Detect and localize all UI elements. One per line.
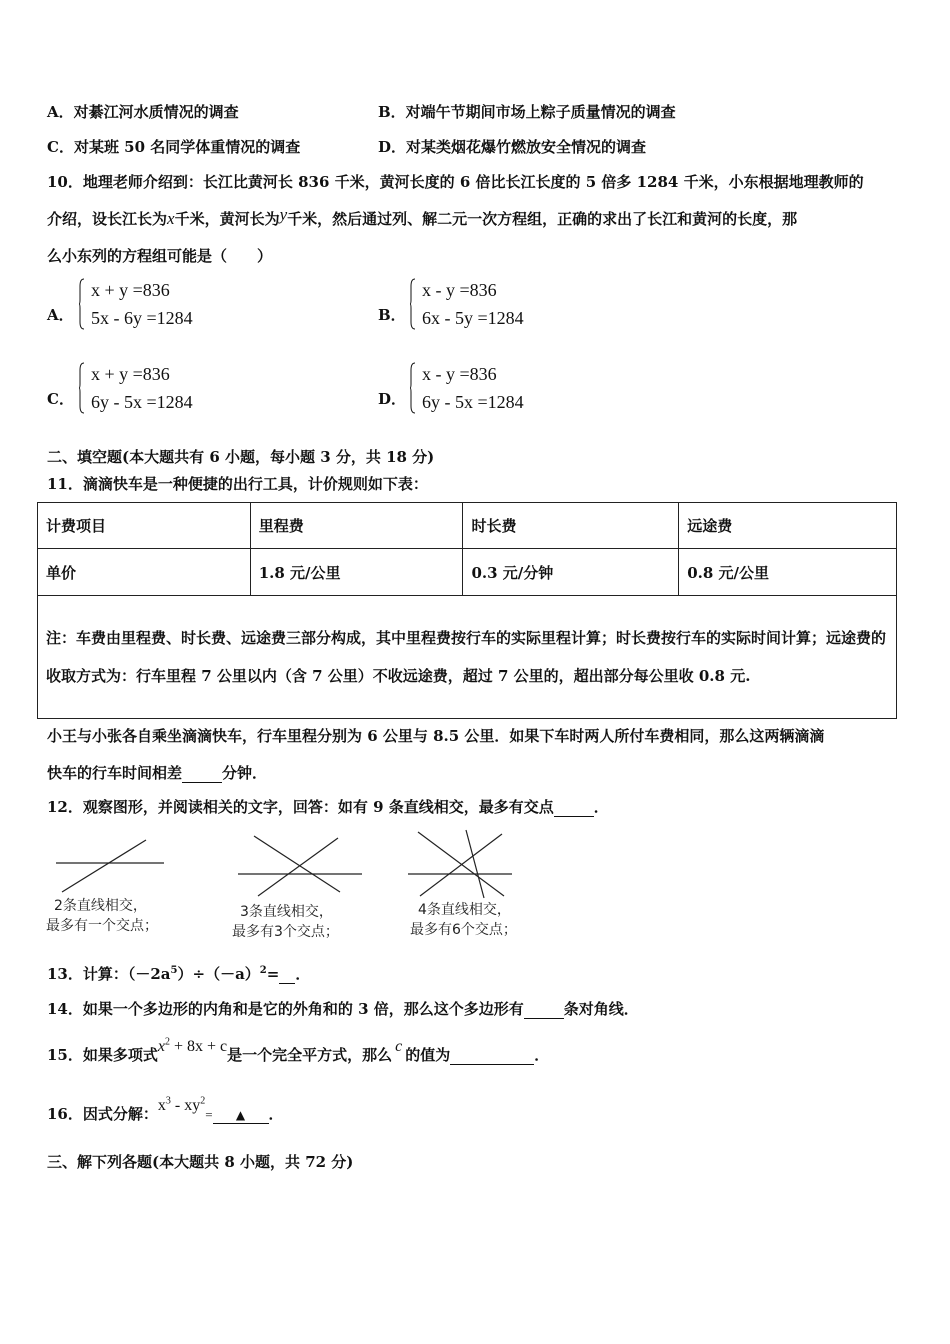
fee-table [37, 502, 897, 719]
table-header-cell: 里程费 [250, 503, 463, 549]
table-row [38, 549, 897, 596]
brace-icon [79, 362, 85, 414]
triangle-icon: ▲ [235, 1108, 246, 1122]
table-header-cell: 远途费 [679, 503, 897, 549]
q10-option-d-eq2: 6y - 5x =1284 [422, 392, 524, 412]
answer-blank [213, 1105, 269, 1124]
q10-line2: 介绍，设长江长为x千米，黄河长为y千米，然后通过列、解二元一次方程组，正确的求出了长江和黄河的长度，那 [47, 205, 798, 228]
table-cell: 0.8 元/公里 [679, 549, 897, 596]
figure-caption-2: 3条直线相交， 最多有3个交点； [232, 904, 339, 940]
q9-option-d: D．对某类烟花爆竹燃放安全情况的调查 [378, 138, 647, 156]
q9-option-b: B．对端午节期间市场上粽子质量情况的调查 [378, 103, 676, 121]
q10-option-c-eq1: x + y =836 [91, 364, 170, 384]
figure-caption-1: 2条直线相交， 最多有一个交点； [46, 898, 158, 934]
q13-text: 13．计算：$(-2a^5)\div(-a)^2=$ ． [47, 965, 311, 983]
q9-option-a: A．对綦江河水质情况的调查 [47, 103, 239, 121]
q9-option-c: C．对某班 50 名同学体重情况的调查 [47, 138, 301, 156]
q10-option-b-system [410, 276, 524, 332]
answer-blank [450, 1046, 534, 1065]
table-header-row [38, 503, 897, 549]
table-header-cell: 计费项目 [38, 503, 251, 549]
brace-icon [79, 278, 85, 330]
q10-line1: 10．地理老师介绍到：长江比黄河长 836 千米，黄河长度的 6 倍比长江长度的 5 倍多 1284 千米，小东根据地理教师的 [47, 173, 864, 191]
four-lines-figure [406, 828, 516, 900]
q16-text: 16．因式分解：$x^3 - xy^2=$ ▲ ． [47, 1095, 284, 1123]
q10-option-d-label: D． [378, 390, 407, 408]
brace-icon [410, 362, 416, 414]
table-note-row [38, 596, 897, 719]
answer-blank [524, 1000, 564, 1019]
q10-option-c-system [79, 360, 193, 416]
q11-intro: 11．滴滴快车是一种便捷的出行工具，计价规则如下表： [47, 475, 428, 493]
answer-blank [279, 965, 295, 984]
figure-caption-3: 4条直线相交， 最多有6个交点； [410, 902, 517, 938]
q10-option-a-eq2: 5x - 6y =1284 [91, 308, 193, 328]
q12-text: 12．观察图形，并阅读相关的文字，回答：如有 9 条直线相交，最多有交点 ． [47, 798, 609, 816]
q11-after-line1: 小王与小张各自乘坐滴滴快车，行车里程分别为 6 公里与 8.5 公里．如果下车时两人所付车费相同，那么这两辆滴滴 [47, 727, 825, 745]
q14-text: 14．如果一个多边形的内角和是它的外角和的 3 倍，那么这个多边形有 条对角线． [47, 1000, 639, 1018]
table-cell: 1.8 元/公里 [250, 549, 463, 596]
section3-heading: 三、解下列各题(本大题共 8 小题，共 72 分) [47, 1153, 354, 1171]
brace-icon [410, 278, 416, 330]
table-cell: 0.3 元/分钟 [463, 549, 679, 596]
answer-blank [554, 798, 594, 817]
table-cell: 单价 [38, 549, 251, 596]
section2-heading: 二、填空题(本大题共有 6 小题，每小题 3 分，共 18 分) [47, 448, 435, 466]
table-header-cell: 时长费 [463, 503, 679, 549]
q10-option-a-label: A． [47, 306, 74, 324]
q10-option-c-eq2: 6y - 5x =1284 [91, 392, 193, 412]
q10-option-b-eq1: x - y =836 [422, 280, 497, 300]
q15-text: 15．如果多项式$x^2 + 8x + c$是一个完全平方式，那么 c 的值为 ． [47, 1036, 550, 1064]
q10-option-b-eq2: 6x - 5y =1284 [422, 308, 524, 328]
q10-option-a-system [79, 276, 193, 332]
q10-option-a-eq1: x + y =836 [91, 280, 170, 300]
q10-line3: 么小东列的方程组可能是（ ） [47, 247, 273, 265]
q10-option-d-system [410, 360, 524, 416]
q10-option-d-eq1: x - y =836 [422, 364, 497, 384]
table-note: 注：车费由里程费、时长费、远途费三部分构成，其中里程费按行车的实际里程计算；时长费按行车的实际时间计算；远途费的收取方式为：行车里程 7 公里以内（含 7 公里）不收远途费，超过 7 公里的，超出部分每公里收 0.8 元. [38, 596, 897, 719]
q10-option-b-label: B． [378, 306, 406, 324]
three-lines-figure [236, 834, 366, 898]
two-lines-figure [54, 836, 169, 896]
q10-option-c-label: C． [47, 390, 74, 408]
answer-blank [182, 764, 222, 783]
q11-after-line2: 快车的行车时间相差 分钟． [47, 764, 268, 782]
